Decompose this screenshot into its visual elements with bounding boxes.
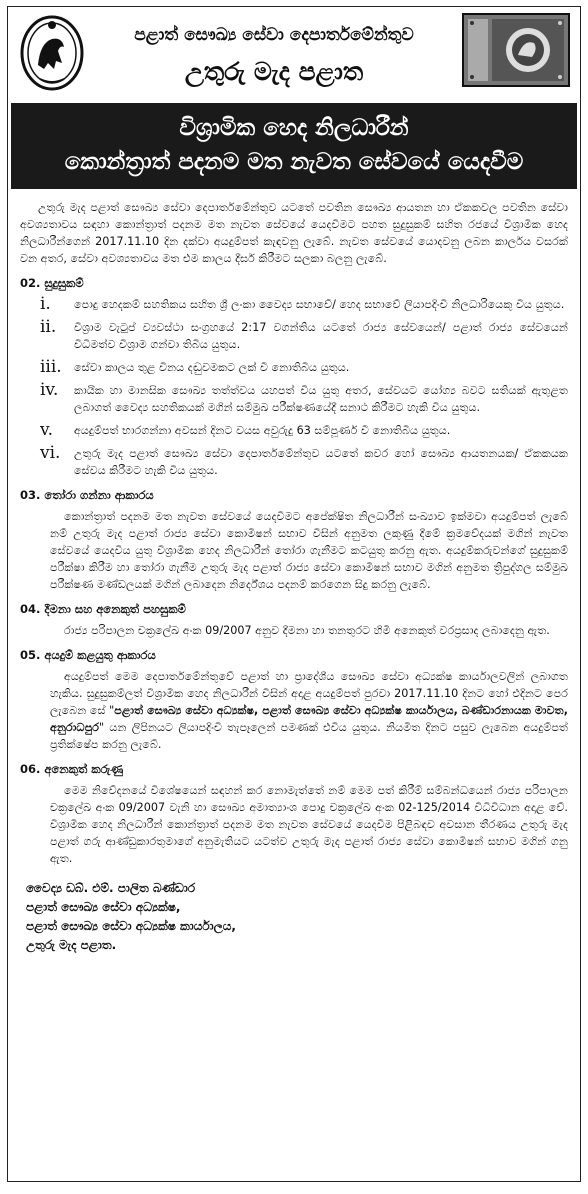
requirement-text: කායික හා මානසික සෞඛ්‍ය තත්ත්වය යහපත් විය යුතු අතර, සේවයට යෝග්‍ය බවට සතියක් ඇතුළත ලබාගත් වෛද්‍ය සහතිකයක් මගින් සම්මුඛ පරීක්ෂණයේදී සනාථ කිරීමට හැකි විය යුතුය. <box>74 384 568 414</box>
requirement-number: i. <box>40 294 51 314</box>
header <box>8 7 580 103</box>
requirement-number: vi. <box>40 443 61 463</box>
section-02-title: 02. සුදුසුකම් <box>20 276 84 290</box>
requirement-item <box>40 319 568 353</box>
requirement-number: iii. <box>40 357 62 377</box>
intro-paragraph: උතුරු මැද පළාත් සෞඛ්‍ය සේවා දෙපාර්තමේන්තුව යටතේ පවතින සෞඛ්‍ය ආයතන හා ඒකකවල පවතින සේවා අවශ්‍යතාවය සඳහා කොන්ත්‍රාත් පදනම මත නැවත සේවයේ යෙදවීමට පහත සුදුසුකම් සහිත රජයේ විශ්‍රාමික හෙද නිලධාරීන්ගෙන් 2017.11.10 දින දක්වා අයදුම්පත් කැඳවනු ලැබේ. නැවත සේවයේ යොදවනු ලබන කාර්ලය වසරක් වන අතර, සේවා අවශ්‍යතාවය මත එම කාලය දීර්ඝ කිරීමට සලකා බලනු ලැබේ. <box>20 201 568 265</box>
submission-address: පළාත් සෞඛ්‍ය සේවා අධ්‍යක්ෂ, පළාත් සෞඛ්‍ය සේවා අධ්‍යක්ෂ කාර්යාලය, බණ්ඩාරනායක මාවත, අනුරාධපුර <box>50 704 568 734</box>
section-05-body-start: අයදුම්පත් මෙම දෙපාර්තමේන්තුවේ පළාත් හා ප්‍රාදේශීය සෞඛ්‍ය සේවා අධ්‍යක්ෂ කාර්යාලවලින් ලබාගත හැකිය. සුදුසුකම්ලත් විශ්‍රාමික හෙද නිලධාරීන් විසින් අදාළ අයදුම්පත් පුරවා 2017.11.10 දිනට හෝ එදිනට පෙර ලැබෙන සේ " <box>50 670 568 717</box>
province-name: උතුරු මැද පළාත <box>184 57 364 86</box>
signatory-name: වෛද්‍ය ඩබ්. එම්. පාලිත බණ්ඩාර <box>26 881 196 895</box>
section-04-title: 04. දීමනා සහ අනෙකුත් පහසුකම් <box>20 602 186 616</box>
section-05-body <box>50 668 568 753</box>
signatory-office: පළාත් සෞඛ්‍ය සේවා අධ්‍යක්ෂ කාර්යාලය, <box>26 919 236 933</box>
requirement-text: අයදුම්පත් භාරගන්නා අවසන් දිනට වයස අවුරුදු 63 සම්පූර්ණ වී නොතිබිය යුතුය. <box>74 424 451 437</box>
requirements-list <box>40 296 568 479</box>
notice-page <box>7 6 581 1182</box>
signatory-province: උතුරු මැද පළාත. <box>26 938 117 952</box>
requirement-item <box>40 296 568 313</box>
requirement-item <box>40 359 568 376</box>
section-03-body: කොන්ත්‍රාත් පදනම මත නැවත සේවයේ යෙදවීමට අපේක්ෂිත නිලධාරීන් සංඛ්‍යාව ඉක්මවා අයදුම්පත් ලැබේ නම් උතුරු මැද පළාත් රාජ්‍ය සේවා කොමිෂන් සභාව විසින් අනුමත ලකුණු දීමේ ක්‍රමවේදයක් මගින් නැවත සේවයේ යෙදවිය යුතු විශ්‍රාමික හෙද නිලධාරීන් තෝරා ගැනීමට කටයුතු කරනු ඇත. අයදුම්කරුවන්ගේ සුදුසුකම් පරීක්ෂා කිරීම හා තෝරා ගැනීම උතුරු මැද පළාත් රාජ්‍ය සේවා කොමිෂන් සභාව මගින් අනුමත ත්‍රිපුද්ගල සම්මුඛ පරීක්ෂණ මණ්ඩලයක් මගින් ලබාදෙන නිර්දේශය පදනම් කරගෙන සිදු කරනු ලැබේ. <box>50 510 568 591</box>
notice-content <box>8 189 580 955</box>
banner-line-2: කොන්ත්‍රාත් පදනම මත නැවත සේවයේ යෙදවීම <box>64 149 524 175</box>
requirement-number: iv. <box>40 380 59 400</box>
section-06-title: 06. අනෙකුත් කරුණු <box>20 762 124 776</box>
requirement-text: විශ්‍රාම වැටුප් ව්‍යවස්ථා සංග්‍රහයේ 2:17 වගන්තිය යටතේ රාජ්‍ය සේවයෙන්/ පළාත් රාජ්‍ය සේවයෙන් විධිමත්ව විශ්‍රාම ගන්වා තිබිය යුතුය. <box>74 321 568 351</box>
requirement-number: v. <box>40 420 53 440</box>
section-04-body: රාජ්‍ය පරිපාලන චක්‍රලේඛ අංක 09/2007 අනුව දීමනා හා තනතුරට හිමි අනෙකුත් වරප්‍රසාද ලබාදෙනු ඇත. <box>64 624 550 637</box>
title-banner <box>11 103 577 189</box>
banner-line-1: විශ්‍රාමික හෙද නිලධාරීන් <box>179 115 409 141</box>
requirement-text: උතුරු මැද පළාත් සෞඛ්‍ය සේවා දෙපාර්තමේන්තුව යටතේ කවර හෝ සෞඛ්‍ය ආයතනයක/ ඒකකයක සේවය කිරීමට හැකි විය යුතුය. <box>74 447 568 477</box>
requirement-item <box>40 422 568 439</box>
requirement-item <box>40 445 568 479</box>
department-name: පළාත් සෞඛ්‍ය සේවා දෙපාර්තමේන්තුව <box>134 25 414 45</box>
national-emblem-icon <box>18 13 86 93</box>
requirement-item <box>40 382 568 416</box>
section-06-body: මෙම නිවේදනයේ විශේෂයෙන් සඳහන් කර නොමැත්තේ නම් මෙම පත් කිරීම් සම්බන්ධයෙන් රාජ්‍ය පරිපාලන චක්‍රලේඛ අංක 09/2007 වැනි හා සෞඛ්‍ය අමාත්‍යාංශ පොදු චක්‍රලේඛ අංක 02-125/2014 විධිවිධාන අදාළ වේ. විශ්‍රාමික හෙද නිලධාරීන් කොන්ත්‍රාත් පදනම මත නැවත සේවයේ යෙදවීම පිළිබඳව අවසාන තීරණය උතුරු මැද පළාත් ගරු ආණ්ඩුකාරතුමාගේ අනුමැතියට යටත්ව උතුරු මැද පළාත් රාජ්‍ය සේවා කොමිෂන් සභාව මගින් ගනු ඇත. <box>50 784 568 865</box>
section-05-title: 05. අයදුම් කළයුතු ආකාරය <box>20 648 156 662</box>
section-05-body-end: " යන ලිපිනයට ලියාපදිංචි තැපෑලෙන් පමණක් එවිය යුතුය. නියමිත දිනට පසුව ලැබෙන අයදුම්පත් ප්‍රතික්ෂේප කරනු ලැබේ. <box>50 721 568 751</box>
requirement-number: ii. <box>40 317 57 337</box>
requirement-text: පොදු හෙදකම් සහතිකය සහිත ශ්‍රී ලංකා වෛද්‍ය සභාවේ/ හෙද සභාවේ ලියාපදිංචි නිලධාරියෙකු විය යුතුය. <box>74 298 565 311</box>
province-flag-icon <box>462 13 570 87</box>
signatory-title: පළාත් සෞඛ්‍ය සේවා අධ්‍යක්ෂ, <box>26 900 181 914</box>
signature-block <box>26 879 568 955</box>
section-03-title: 03. තෝරා ගන්නා ආකාරය <box>20 488 154 502</box>
requirement-text: සේවා කාලය තුළ විනය දඬුවමකට ලක් වී නොතිබිය යුතුය. <box>74 361 350 374</box>
